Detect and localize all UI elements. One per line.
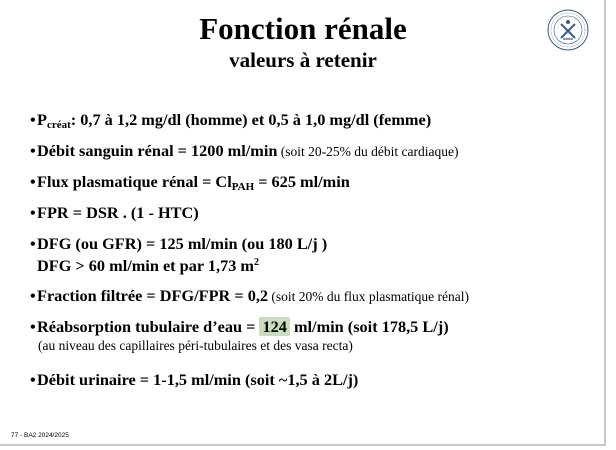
list-item-filtration-fraction: • Fraction filtrée = DFG/FPR = 0,2 (soit 20% du flux plasmatique rénal) <box>30 286 469 305</box>
list-item-urine-output: • Débit urinaire = 1-1,5 ml/min (soit ~1,5 à 2L/j) <box>30 370 359 389</box>
list-item-fpr-formula: • FPR = DSR . (1 - HTC) <box>30 203 199 222</box>
slide-footer: 77 - BA2 2024/2025 <box>11 432 69 439</box>
slide-title: Fonction rénale <box>199 11 407 46</box>
slide-subtitle: valeurs à retenir <box>229 48 377 72</box>
list-item-creatinine: • $P_{créat}$: 0,7 à 1,2 mg/dl (homme) et 0,5 à 1,0 mg/dl (femme) <box>30 110 432 131</box>
list-item-renal-blood-flow: • Débit sanguin rénal = 1200 ml/min (soit 20-25% du débit cardiaque) <box>30 141 459 160</box>
list-item-renal-plasma-flow: • Flux plasmatique rénal = $Cl_{PAH} = 625$ ml/min <box>30 172 350 193</box>
list-item-gfr: • DFG (ou GFR) = 125 ml/min (ou 180 L/j ) DFG > 60 ml/min et par 1,73 $m^2$ <box>30 234 328 275</box>
highlighted-value: 124 <box>259 317 289 336</box>
list-item-tubular-reabsorption: • Réabsorption tubulaire d’eau = 124 ml/min (soit 178,5 L/j) (au niveau des capillaires péri-tubulaires et des vasa recta) <box>30 317 449 353</box>
university-seal-icon <box>546 8 590 52</box>
